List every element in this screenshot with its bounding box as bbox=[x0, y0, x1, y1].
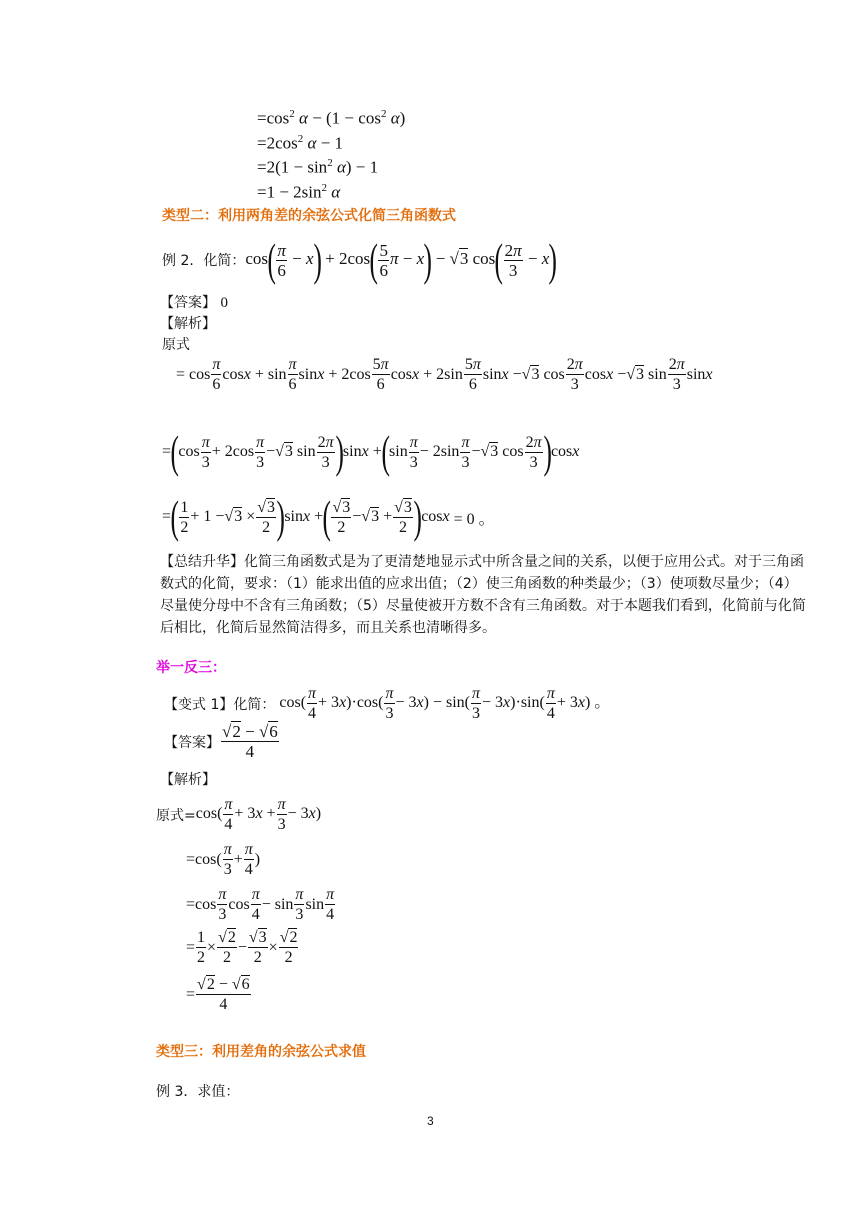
derivation-line-3: $=2(1 - \sin^2 \alpha) - 1$ bbox=[257, 157, 379, 177]
section2-heading: 类型二：利用两角差的余弦公式化简三角函数式 bbox=[162, 208, 456, 224]
answer2 bbox=[160, 292, 228, 312]
example3-label: 例 3．求值： bbox=[156, 1084, 240, 1100]
summary-label: 【总结升华】 bbox=[160, 554, 244, 570]
summary-text: 化简三角函数式是为了更清楚地显示式中所含量之间的关系，以便于应用公式。对于三角函数式的化简，要求：（1）能求出值的应求出值；（2）使三角函数的种类最少；（3）使项数尽量少；（4）尽量使分母中不含有三角函数；（5）尽量使被开方数不含有三角函数。对于本题我们看到，化简前与化简后相比，化简后显然简洁得多，而且关系也清晰得多。 bbox=[160, 554, 806, 636]
variant1 bbox=[164, 684, 610, 723]
answer-v1-label: 【答案】 bbox=[164, 734, 220, 751]
page-number: 3 bbox=[427, 1114, 434, 1128]
example2-expression: cos( $\frac{\pi}{6}$ − x) + 2cos( $\frac{5}{6}$ π − x) − √3 cos( $\frac{2\pi}{3}$ − x) bbox=[245, 234, 558, 285]
answer-v1-value: $\frac{√2 - √6}{4}$ bbox=[222, 722, 278, 761]
solution2-line-1: = cos $\frac{\pi}{6}$ cos x + sin $\frac{\pi}{6}$ sin x + 2cos $\frac{5\pi}{6}$ cos x + 2sin $\frac{5\pi}{6}$ sin x − √3 cos $\frac{2\pi}{3}$ cos x − √3 sin $\frac{2\pi}{3}$ sin x bbox=[176, 356, 713, 393]
derivation-line-4: $=1 - 2\sin^2$ α bbox=[257, 182, 341, 202]
original-label: 原式 bbox=[162, 337, 190, 353]
solution-v1-line-2: =cos( $\frac{\pi}{3}$ + $\frac{\pi}{4}$ ) bbox=[186, 841, 261, 878]
summary-paragraph bbox=[160, 551, 810, 639]
analysis-label: 【解析】 bbox=[160, 316, 216, 332]
answer2-value: 0 bbox=[220, 295, 228, 311]
variant1-label: 【变式 1】化简： bbox=[164, 696, 276, 713]
example2-label: 例 2．化简： bbox=[162, 253, 246, 269]
solution-v1-line-5: = $\frac{√2 - √6}{4}$ bbox=[186, 976, 250, 1013]
solution-v1-line-1: 原式= cos( $\frac{\pi}{4}$ + 3x + $\frac{\pi}{3}$ − 3x) bbox=[156, 796, 322, 833]
solution2-line-3: = ( $\frac{1}{2}$ + 1 − √3 × $\frac{√3}{2}$ ) sin x + ( $\frac{√3}{2}$ − √3 + $\frac{√3}{2}$ ) cos x = 0 。 bbox=[162, 491, 495, 542]
section3-heading: 类型三：利用差角的余弦公式求值 bbox=[156, 1044, 366, 1060]
analysis-v1-label: 【解析】 bbox=[160, 772, 216, 788]
solution-v1-prefix: 原式= bbox=[156, 807, 196, 824]
practice-heading: 举一反三： bbox=[156, 660, 226, 676]
derivation-line-1: $=\cos^2$ $\alpha - (1 - \cos^2 \alpha)$ bbox=[257, 108, 406, 128]
answer-v1 bbox=[164, 722, 280, 761]
solution-v1-line-4: = $\frac{1}{2}$ × $\frac{√2}{2}$ − $\frac{√3}{2}$ × $\frac{√2}{2}$ bbox=[186, 929, 298, 966]
example2 bbox=[162, 234, 558, 285]
variant1-expression: cos( $\frac{\pi}{4}$ + 3x)·cos( $\frac{\pi}{3}$ − 3x) − sin( $\frac{\pi}{3}$ − 3x)·sin( $\frac{\pi}{4}$ + 3x) 。 bbox=[275, 685, 611, 722]
solution-v1-line-3: =cos $\frac{\pi}{3}$ cos $\frac{\pi}{4}$ − sin $\frac{\pi}{3}$ sin $\frac{\pi}{4}$ bbox=[186, 886, 335, 923]
derivation-line-2: $=2\cos^2$ α − 1 bbox=[257, 133, 344, 153]
answer2-label: 【答案】 bbox=[160, 295, 216, 311]
solution2-line-2: = ( cos $\frac{\pi}{3}$ + 2cos $\frac{\pi}{3}$ − √3 sin $\frac{2\pi}{3}$ ) sin x + ( sin $\frac{\pi}{3}$ − 2sin $\frac{\pi}{3}$ − √3 cos $\frac{2\pi}{3}$ ) cos x bbox=[162, 426, 580, 477]
